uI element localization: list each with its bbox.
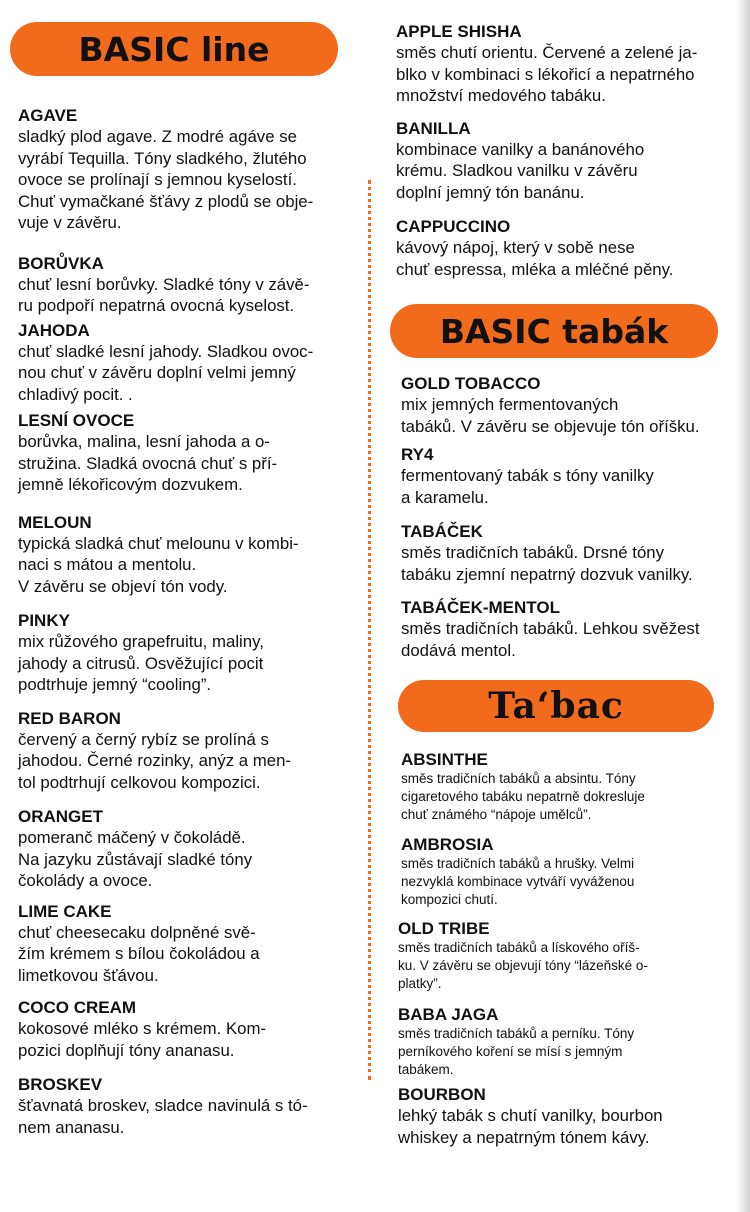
flavor-description: směs tradičních tabáků. Lehkou svěžest dodává mentol. (401, 619, 700, 660)
flavor-name: PINKY (18, 611, 70, 630)
flavor-description: kombinace vanilky a banánového krému. Sladkou vanilku v závěru doplní jemný tón banánu. (396, 139, 645, 202)
flavor-description: lehký tabák s chutí vanilky, bourbon whiskey a nepatrným tónem kávy. (398, 1106, 663, 1147)
flavor-description: borůvka, malina, lesní jahoda a o- stružina. Sladká ovocná chuť s pří- jemně lékořicovým dozvukem. (18, 432, 278, 494)
column-divider (368, 180, 371, 1080)
flavor-item-absinthe (401, 750, 743, 824)
flavor-name: TABÁČEK-MENTOL (401, 598, 560, 617)
basic-tabak-list (401, 374, 746, 661)
flavor-item-old-tribe (398, 919, 743, 993)
flavor-item-boruvka (18, 254, 363, 317)
flavor-item-red-baron (18, 709, 363, 794)
flavor-description: chuť sladké lesní jahody. Sladkou ovoc- nou chuť v závěru doplní velmi jemný chladivý pocit. . (18, 341, 314, 404)
flavor-name: RED BARON (18, 708, 121, 728)
flavor-description: kávový nápoj, který v sobě nese chuť espressa, mléka a mléčné pěny. (396, 238, 674, 279)
flavor-item-tabacek-mentol (401, 598, 746, 661)
flavor-description: mix jemných fermentovaných tabáků. V závěru se objevuje tón oříšku. (401, 395, 700, 436)
flavor-name: BABA JAGA (398, 1005, 499, 1024)
flavor-description: pomeranč máčený v čokoládě. Na jazyku zůstávají sladké tóny čokolády a ovoce. (18, 828, 253, 890)
flavor-description: směs chutí orientu. Červené a zelené ja- blko v kombinaci s lékořicí a nepatrného množství medového tabáku. (396, 43, 698, 105)
flavor-name: TABÁČEK (401, 522, 483, 541)
flavor-name: COCO CREAM (18, 998, 137, 1017)
flavor-item-meloun (18, 513, 363, 598)
flavor-name: CAPPUCCINO (396, 217, 511, 236)
flavor-name: BROSKEV (18, 1075, 103, 1094)
flavor-description: fermentovaný tabák s tóny vanilky a karamelu. (401, 466, 654, 507)
flavor-item-tabacek (401, 522, 746, 585)
flavor-item-cappuccino (396, 217, 742, 280)
tabac-list (398, 750, 743, 1148)
flavor-item-apple-shisha (396, 22, 742, 107)
flavor-name: LIME CAKE (18, 901, 112, 921)
flavor-item-jahoda (18, 321, 363, 406)
basic-line-banner: BASIC line (10, 22, 338, 76)
flavor-name: BORŮVKA (18, 253, 104, 273)
flavor-name: BOURBON (398, 1085, 486, 1104)
flavor-name: RY4 (401, 445, 434, 464)
flavor-name: APPLE SHISHA (396, 22, 522, 41)
flavor-item-oranget (18, 807, 363, 892)
flavor-item-baba-jaga (398, 1005, 743, 1079)
flavor-description: směs tradičních tabáků a lískového oříš- ku. V závěru se objevují tóny “lázeňské o- platky”. (398, 940, 648, 991)
tabac-banner: Ta‘bac (398, 680, 714, 732)
flavor-name: LESNÍ OVOCE (18, 411, 135, 430)
flavor-item-coco-cream (18, 998, 363, 1061)
flavor-name: ABSINTHE (401, 750, 488, 769)
flavor-item-banilla (396, 119, 742, 204)
flavor-description: chuť lesní borůvky. Sladké tóny v závě- ru podpoří nepatrná ovocná kyselost. (18, 274, 310, 315)
flavor-description: kokosové mléko s krémem. Kom- pozici doplňují tóny ananasu. (18, 1019, 267, 1060)
page-edge-shadow (736, 0, 750, 1212)
flavor-description: mix růžového grapefruitu, maliny, jahody a citrusů. Osvěžující pocit podtrhuje jemný “cooling”. (18, 632, 264, 694)
flavor-name: MELOUN (18, 512, 92, 532)
flavor-description: směs tradičních tabáků a hrušky. Velmi nezvyklá kombinace vytváří vyváženou kompozici chutí. (401, 856, 635, 907)
flavor-description: chuť cheesecaku dolpněné svě- žím krémem s bílou čokoládou a limetkovou šťávou. (18, 922, 260, 985)
flavor-name: BANILLA (396, 118, 471, 138)
flavor-item-bourbon (398, 1085, 743, 1148)
flavor-item-ry4 (401, 445, 746, 508)
basic-line-list (18, 102, 363, 1138)
flavor-item-agave (18, 106, 363, 234)
basic-line-list-continued (396, 22, 742, 280)
flavor-name: AGAVE (18, 106, 78, 125)
flavor-item-gold-tobacco (401, 374, 746, 437)
flavor-description: sladký plod agave. Z modré agáve se vyrábí Tequilla. Tóny sladkého, žlutého ovoce se prolínají s jemnou kyselostí. Chuť vymačkané šťávy z plodů se obje- vuje v závěru. (18, 127, 314, 232)
flavor-item-broskev (18, 1075, 363, 1138)
flavor-description: šťavnatá broskev, sladce navinulá s tó- nem ananasu. (18, 1096, 308, 1137)
flavor-description: typická sladká chuť melounu v kombi- naci s mátou a mentolu. V závěru se objeví tón vody. (18, 533, 299, 596)
flavor-description: směs tradičních tabáků. Drsné tóny tabáku zjemní nepatrný dozvuk vanilky. (401, 543, 693, 584)
flavor-name: ORANGET (18, 807, 103, 826)
flavor-description: směs tradičních tabáků a perníku. Tóny perníkového koření se mísí s jemným tabákem. (398, 1026, 635, 1077)
flavor-name: JAHODA (18, 320, 90, 340)
flavor-description: červený a černý rybíz se prolíná s jahodou. Černé rozinky, anýz a men- tol podtrhují celkovou kompozici. (18, 729, 291, 792)
flavor-description: směs tradičních tabáků a absintu. Tóny cigaretového tabáku nepatrně dokresluje chuť známého “nápoje umělců”. (401, 771, 645, 822)
flavor-name: GOLD TOBACCO (401, 374, 541, 393)
flavor-item-lesni-ovoce (18, 411, 363, 496)
flavor-item-lime-cake (18, 902, 363, 987)
basic-tabak-banner: BASIC tabák (390, 304, 718, 358)
flavor-name: OLD TRIBE (398, 919, 490, 938)
flavor-item-pinky (18, 611, 363, 696)
flavor-name: AMBROSIA (401, 835, 494, 854)
flavor-item-ambrosia (401, 835, 743, 909)
